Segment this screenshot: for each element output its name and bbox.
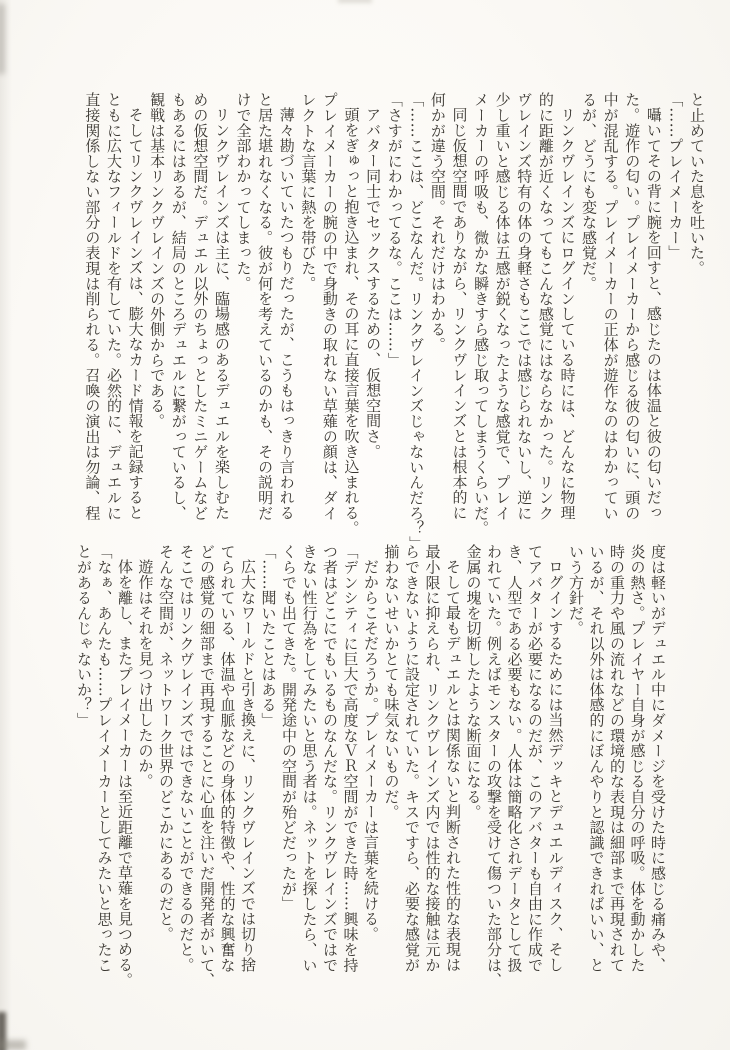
text-line: 広大なワールドと引き換えに、リンクヴレインズでは切り捨 <box>239 559 257 973</box>
text-line: 揃わないせいかとても味気ないものだ。 <box>382 544 401 820</box>
text-line: けで全部わかってしまった。 <box>234 92 253 291</box>
text-line: われていた。例えばモンスターの攻撃を受けて傷ついた部分は、 <box>485 544 503 988</box>
text-line: 「さすがにわかってるな。ここは……」 <box>385 92 404 368</box>
text-line: もあるにはあるが、結局のところデュエルに繋がっているし、 <box>169 92 188 521</box>
text-line: 時の重力や風の流れなどの環境的な表現は細部まで再現されて <box>608 544 626 973</box>
text-line: ヴレインズ特有の体の身軽さもここでは感じられないし、逆に <box>515 92 534 521</box>
text-line: 金属の塊を切断したような断面になる。 <box>464 544 483 820</box>
text-line: 少し重いと感じる体は五感が鋭くなったような感覚で、プレイ <box>493 92 512 521</box>
text-line: と止めていた息を吐いた。 <box>688 92 706 276</box>
text-line: 体を離し、またプレイメーカーは至近距離で草薙を見つめる。 <box>116 559 134 988</box>
text-line: 同じ仮想空間でありながら、リンクヴレインズとは根本的に <box>450 107 469 521</box>
text-line: リンクヴレインズは主に、臨場感のあるデュエルを楽しむた <box>212 107 231 521</box>
text-line: き、人型である必要もない。人体は簡略化されデータとして扱 <box>505 544 524 973</box>
text-block-top <box>81 92 707 551</box>
text-line: そして最もデュエルとは関係ないと判断された性的な表現は <box>444 559 462 973</box>
text-line: 「なぁ、あんたも……プレイメーカーとしてみたいと思ったこ <box>95 544 114 973</box>
text-line: いるが、それ以外は体感的にぼんやりと認識できればいい、と <box>587 544 606 973</box>
text-line: 観戦は基本リンクヴレインズの外側からである。 <box>148 92 167 429</box>
text-line: 直接関係しない部分の表現は削られる。召喚の演出は勿論、程 <box>83 92 102 521</box>
text-line: と居た堪れなくなる。彼が何を考えているのかも、その説明だ <box>256 92 275 521</box>
scan-artifact-bottom-left <box>0 1012 6 1050</box>
text-line: メーカーの呼吸も、微かな瞬きすら感じ取ってしまうくらいだ。 <box>472 92 491 536</box>
text-line: ともに広大なフィールドを有していた。必然的に、デュエルに <box>104 92 123 521</box>
text-line: てられている、体温や血脈などの身体的特徴や、性的な興奮な <box>218 544 237 973</box>
text-line: らできないように設定されていた。キスですら、必要な感覚が <box>403 544 421 973</box>
text-line: 頭をぎゅっと抱き込まれ、その耳に直接言葉を吹き込まれる。 <box>342 107 361 536</box>
text-line: 「……ここは、どこなんだ。リンクヴレインズじゃないんだろ？」 <box>407 92 426 551</box>
text-block-bottom <box>74 544 669 989</box>
text-line: きない性行為をしてみたいと思う者は。ネットを探したら、い <box>300 544 319 973</box>
text-line: めの仮想空間だ。デュエル以外のちょっとしたミニゲームなど <box>191 92 210 521</box>
text-line: 囁いてその背に腕を回すと、感じたのは体温と彼の匂いだっ <box>644 107 663 521</box>
text-line: 「……プレイメーカー」 <box>666 92 685 261</box>
text-line: 度は軽いがデュエル中にダメージを受けた時に感じる痛みや、 <box>649 544 667 973</box>
text-line: いう方針だ。 <box>567 544 585 636</box>
text-line: だからこそだろうか。プレイメーカーは言葉を続ける。 <box>362 559 380 942</box>
text-line: そこではリンクヴレインズではできないことができるのだと。 <box>177 544 196 973</box>
text-line: 薄々勘づいていたつもりだったが、こうもはっきり言われる <box>277 107 296 521</box>
text-line: そしてリンクヴレインズは、膨大なカード情報を記録すると <box>126 107 145 521</box>
text-line: 最小限に抑えられ、リンクヴレインズ内では性的な接触は元か <box>423 544 442 973</box>
text-line: どの感覚の細部まで再現することに心血を注いだ開発者がいて、 <box>198 544 216 988</box>
text-line: るが、どうにも変な感覚だ。 <box>580 92 599 291</box>
text-line: つ者はどこにでもいるものなんだな。リンクヴレインズではで <box>321 544 339 973</box>
scan-artifact-bottom-corner <box>0 1040 26 1050</box>
text-line: ログインするためには当然デッキとデュエルディスク、そし <box>546 559 565 973</box>
page-edge-shade <box>0 0 12 1050</box>
text-line: た。遊作の匂い。プレイメーカーから感じる彼の匂いに、頭の <box>623 92 642 521</box>
text-line: くらでも出てきた。開発途中の空間が殆どだったが」 <box>280 544 298 912</box>
scan-artifact-top-left <box>0 4 5 74</box>
text-line: 的に距離が近くなってもこんな感覚にはならなかった。リンク <box>536 92 555 521</box>
text-line: てアバターが必要になるのだが、このアバターも自由に作成で <box>526 544 544 973</box>
text-line: レクトな言葉に熱を帯びた。 <box>299 92 318 291</box>
text-line: そんな空間が、ネットワーク世界のどこかにあるのだと。 <box>157 544 175 942</box>
text-line: 中が混乱する。プレイメーカーの正体が遊作なのはわかってい <box>601 92 620 521</box>
text-line: 「……聞いたことはある」 <box>259 544 278 728</box>
text-line: プレイメーカーの腕の中で身動きの取れない草薙の顔は、ダイ <box>320 92 339 521</box>
text-line: 何かが違う空間。それだけはわかる。 <box>428 92 447 353</box>
scan-artifact-top-edge <box>338 0 372 3</box>
text-line: アバター同士でセックスするための、仮想空間さ。 <box>364 107 383 459</box>
text-line: 炎の熱さ。プレイヤー自身が感じる自分の呼吸。体を動かした <box>628 544 647 973</box>
text-line: 「デンシティに巨大で高度なＶＲ空間ができた時……興味を持 <box>341 544 360 973</box>
text-line: 遊作はそれを見つけ出したのか。 <box>136 559 155 789</box>
text-line: リンクヴレインズにログインしている時には、どんなに物理 <box>558 107 577 521</box>
text-line: とがあるんじゃないか？」 <box>75 544 93 728</box>
